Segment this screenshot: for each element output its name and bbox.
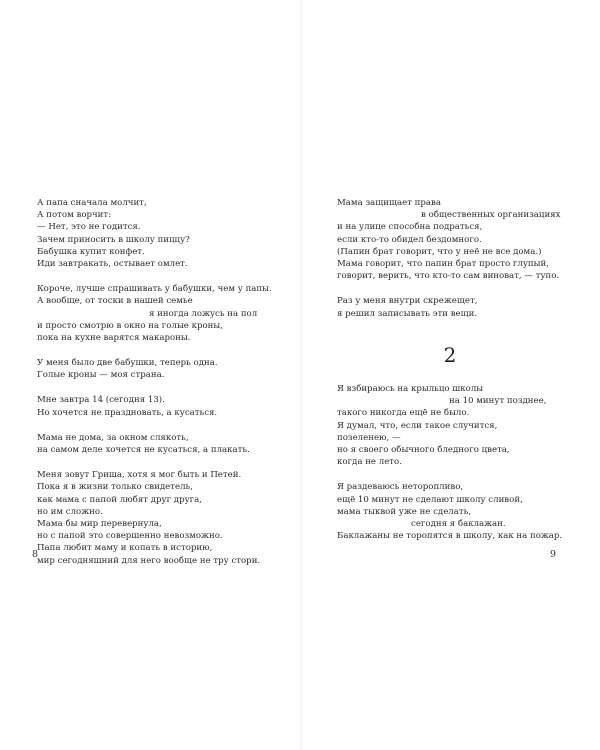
- verse-line: и просто смотрю в окно на голые кроны,: [37, 320, 223, 331]
- verse-line: ещё 10 минут не сделают школу сливой,: [337, 494, 523, 505]
- verse-line: Я думал, что, если такое случится,: [337, 420, 498, 431]
- verse-line: я решил записывать эти вещи.: [337, 308, 478, 319]
- verse-line: мир сегодняшний для него вообще не тру стори.: [37, 555, 261, 566]
- page-number-right: 9: [549, 549, 556, 560]
- verse-line: если кто-то обидел бездомного.: [337, 234, 482, 245]
- verse-line: на самом деле хочется не кусаться, а плакать.: [37, 445, 250, 455]
- verse-line: Папа любит маму и копать в историю,: [37, 543, 213, 554]
- stanza: [37, 394, 272, 418]
- verse-line: Иди завтракать, остывает омлет.: [37, 258, 188, 269]
- verse-line: на 10 минут позднее,: [449, 396, 547, 407]
- verse-line: (Папин брат говорит, что у неё не все дома.): [337, 246, 542, 257]
- verse-line: А папа сначала молчит,: [37, 198, 147, 208]
- right-page-text-top: [337, 197, 560, 320]
- verse-line: Мама бы мир перевернула,: [37, 518, 162, 529]
- verse-line: когда не лето.: [337, 457, 402, 468]
- stanza: [337, 383, 562, 468]
- verse-line: Пока я в жизни только свидетель,: [37, 482, 193, 493]
- verse-line: Я взбираюсь на крыльцо школы: [337, 384, 484, 394]
- verse-line: я иногда ложусь на пол: [149, 308, 258, 319]
- verse-line: как мама с папой любят друг друга,: [37, 494, 203, 505]
- verse-line: Я раздеваюсь неторопливо,: [337, 482, 464, 493]
- verse-line: Короче, лучше спрашивать у бабушки, чем у папы.: [37, 284, 272, 295]
- verse-line: Меня зовут Гриша, хотя я мог быть и Петей.: [37, 470, 242, 481]
- stanza: [37, 283, 272, 344]
- verse-line: — Нет, это не годится.: [37, 222, 141, 233]
- verse-line: А вообще, от тоски в нашей семье: [37, 296, 193, 307]
- verse-line: Мама говорит, что папин брат просто глупый,: [337, 258, 549, 269]
- stanza: [37, 197, 272, 270]
- verse-line: Зачем приносить в школу пиццу?: [37, 234, 190, 245]
- verse-line: сегодня я баклажан.: [411, 518, 506, 529]
- verse-line: Мне завтра 14 (сегодня 13).: [37, 395, 165, 406]
- verse-line: Мама не дома, за окном слякоть,: [37, 432, 189, 443]
- verse-line: Баклажаны не торопятся в школу, как на пожар.: [337, 531, 563, 542]
- stanza: [37, 469, 272, 567]
- stanza: [337, 481, 562, 542]
- verse-line: такого никогда ещё не было.: [337, 408, 470, 419]
- verse-line: но с папой это совершенно невозможно.: [37, 531, 223, 542]
- right-page-text-bottom: [337, 383, 562, 542]
- verse-line: но я своего обычного бледного цвета,: [337, 444, 510, 455]
- verse-line: но им сложно.: [37, 506, 103, 517]
- chapter-number: 2: [443, 343, 457, 367]
- stanza: [37, 357, 272, 381]
- left-page-text: [37, 197, 272, 567]
- stanza: [337, 197, 560, 282]
- verse-line: и на улице способна подраться,: [337, 222, 483, 233]
- verse-line: позеленею, —: [337, 432, 401, 443]
- stanza: [337, 295, 560, 319]
- verse-line: Мама защищает права: [337, 198, 441, 208]
- page-number-left: 8: [32, 549, 39, 560]
- verse-line: А потом ворчит:: [37, 210, 112, 221]
- verse-line: Голые кроны — моя страна.: [37, 370, 165, 381]
- gutter-divider: [300, 0, 303, 750]
- verse-line: Но хочется не праздновать, а кусаться.: [37, 407, 218, 418]
- verse-line: Бабушка купит конфет.: [37, 246, 145, 257]
- verse-line: в общественных организациях: [421, 210, 561, 221]
- right-page: [300, 0, 600, 750]
- verse-line: У меня было две бабушки, теперь одна.: [37, 358, 218, 369]
- verse-line: говорит, верить, что кто-то сам виноват, — тупо.: [337, 271, 560, 282]
- verse-line: пока на кухне варятся макароны.: [37, 332, 191, 343]
- verse-line: мама тыквой уже не сделать,: [337, 506, 472, 517]
- verse-line: Раз у меня внутри скрежещет,: [337, 296, 478, 307]
- stanza: [37, 432, 272, 456]
